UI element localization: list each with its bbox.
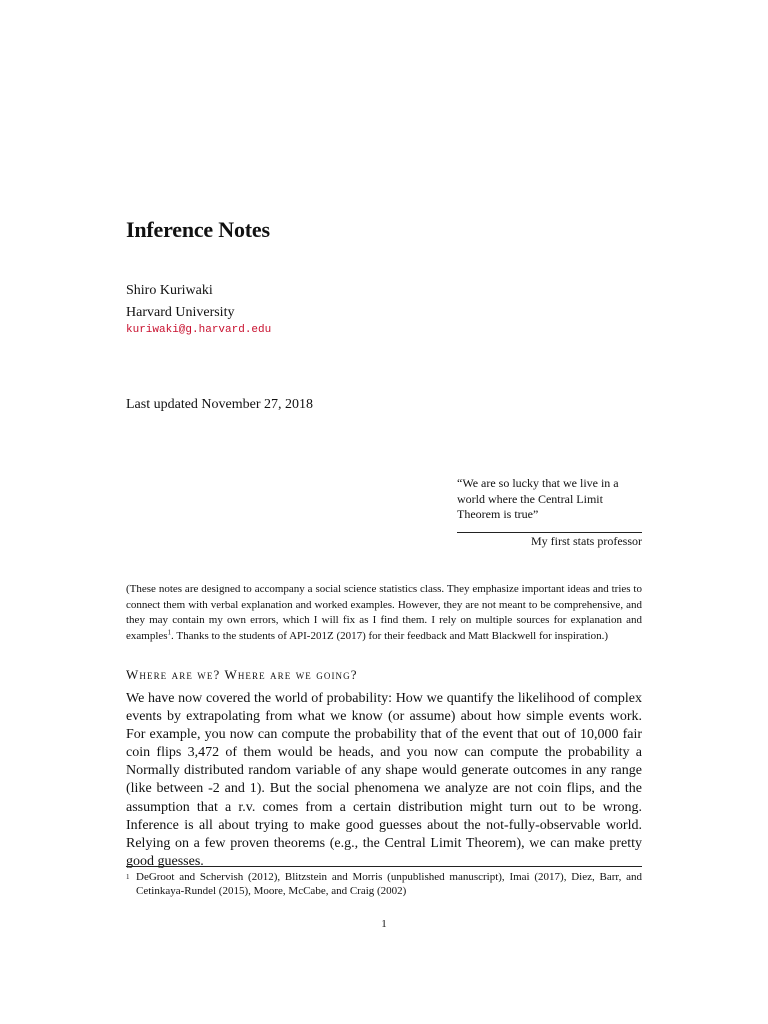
- author-affiliation: Harvard University: [126, 305, 235, 320]
- footnote: [126, 870, 642, 898]
- epigraph-divider: [457, 532, 642, 533]
- document-title: Inference Notes: [126, 217, 270, 242]
- footnote-reference[interactable]: 1: [167, 627, 172, 636]
- intro-text-part1: (These notes are designed to accompany a social science statistics class. They emphasize important ideas and tries to connect them with verbal explanation and worked examples. However, they are not meant to be comprehensive, and they may contain my own errors, which I will fix as I find them. I rely on multiple sources for explanation and examples: [126, 583, 642, 642]
- body-paragraph: We have now covered the world of probability: How we quantify the likelihood of complex events by extrapolating from what we know (or assume) about how simple events work. For example, you now can compute the probability that of the event that out of 10,000 fair coin flips 3,472 of them would be heads, and you now can compute the probability a Normally distributed random variable of any shape would generate outcomes in any range (like between -2 and 1). But the social phenomena we analyze are not coin flips, and the assumption that a r.v. comes from a certain distribution might turn out to be wrong. Inference is all about trying to make good guesses about the not-fully-observable world. Relying on a few proven theorems (e.g., the Central Limit Theorem), we can make pretty good guesses.: [126, 691, 642, 869]
- footnote-divider: [126, 866, 642, 867]
- intro-paragraph: [126, 582, 642, 644]
- last-updated-date: Last updated November 27, 2018: [126, 397, 314, 412]
- epigraph-quote: “We are so lucky that we live in a world where the Central Limit Theorem is true”: [457, 476, 619, 521]
- author-name: Shiro Kuriwaki: [126, 283, 213, 298]
- section-heading: Where are we? Where are we going?: [126, 667, 358, 682]
- intro-text-part2: . Thanks to the students of API-201Z (2017) for their feedback and Matt Blackwell for inspiration.): [171, 629, 608, 642]
- email-link[interactable]: kuriwaki@g.harvard.edu: [126, 324, 272, 336]
- epigraph-attribution: My first stats professor: [531, 534, 642, 548]
- footnote-number: 1: [126, 873, 130, 881]
- footnote-text: DeGroot and Schervish (2012), Blitzstein and Morris (unpublished manuscript), Imai (2017), Diez, Barr, and Cetinkaya-Rundel (2015), Moore, McCabe, and Craig (2002): [136, 871, 642, 897]
- page-number: 1: [381, 918, 387, 930]
